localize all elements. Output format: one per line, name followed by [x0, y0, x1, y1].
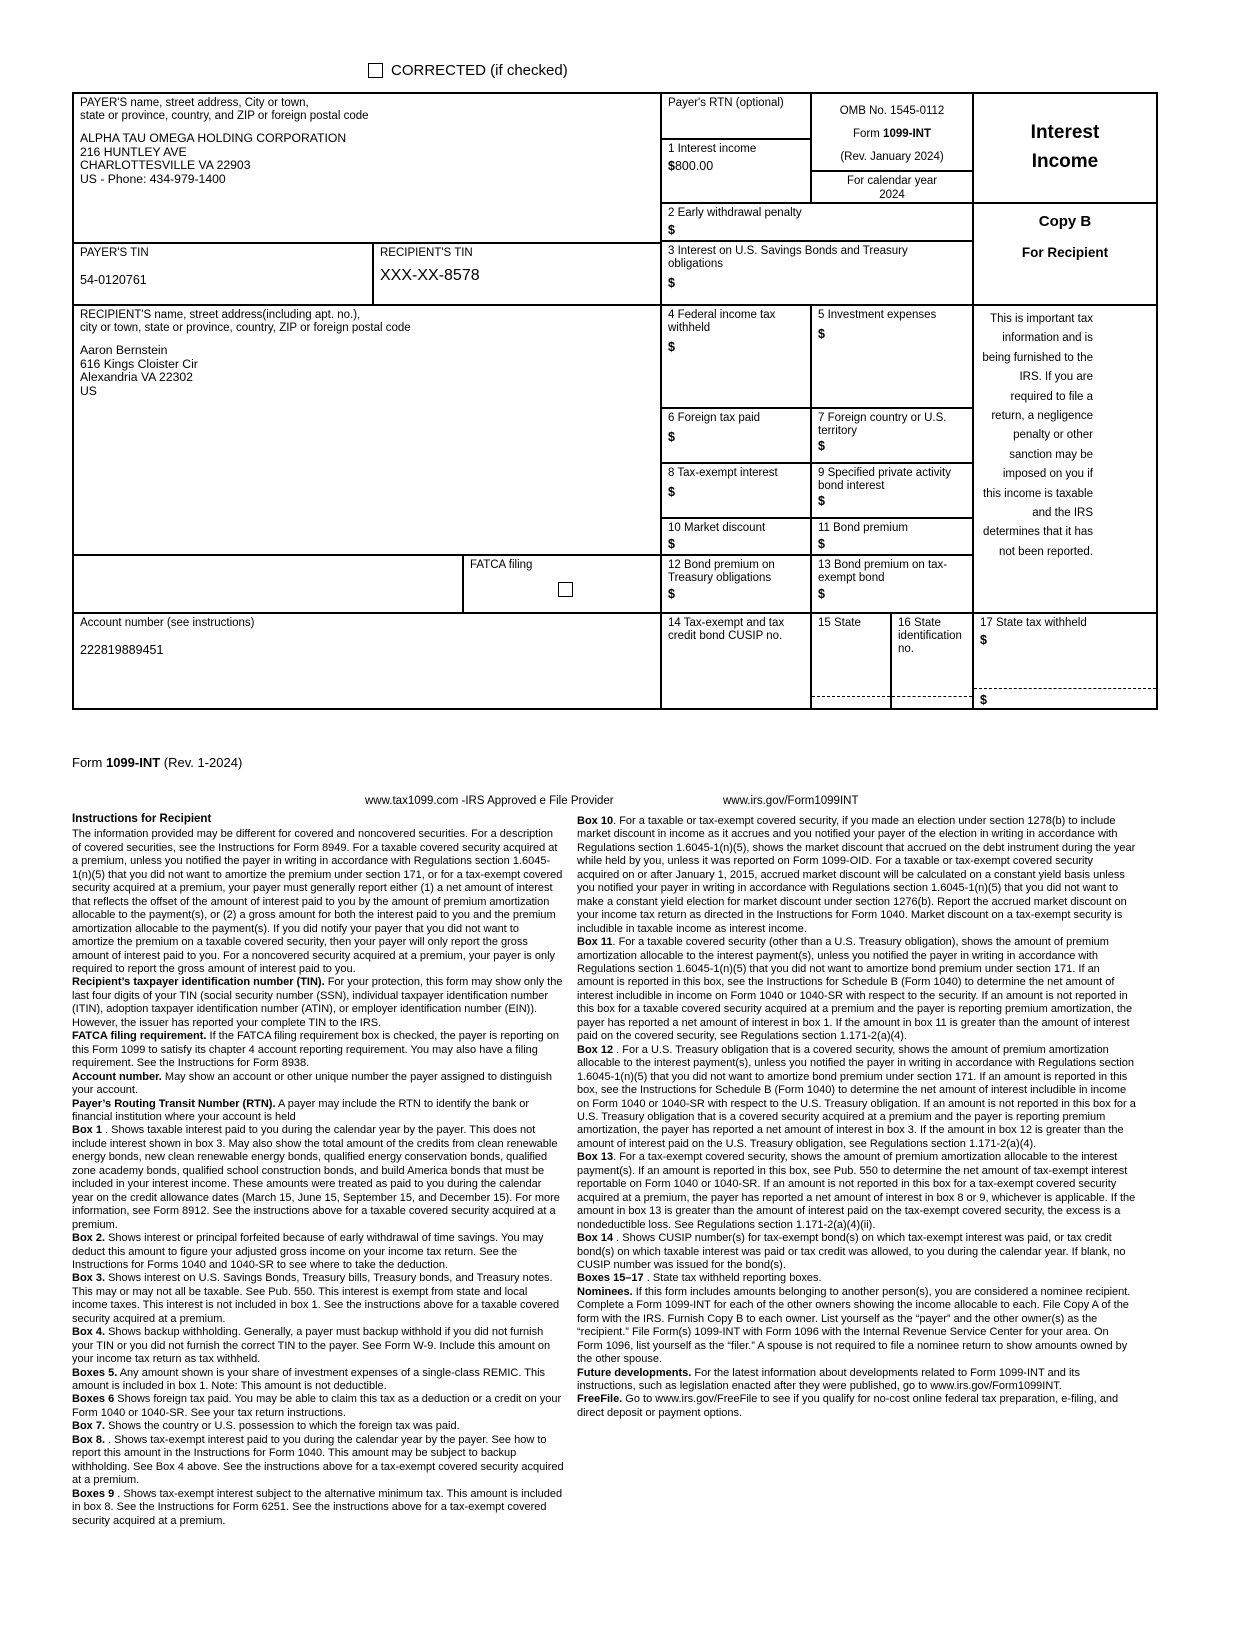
box12-bond-premium-treasury: [662, 556, 812, 614]
instruction-lead: FATCA filing requirement.: [72, 1030, 207, 1043]
instruction-lead: FreeFile.: [577, 1393, 623, 1406]
calendar-year-value: 2024: [879, 189, 905, 201]
instruction-lead: Box 3.: [72, 1272, 106, 1285]
box17-state-tax-withheld: [974, 614, 1156, 708]
instruction-lead: Box 7.: [72, 1420, 106, 1433]
instruction-paragraph: [72, 1393, 564, 1420]
account-number-box: [74, 614, 662, 708]
instruction-lead: Box 4.: [72, 1326, 106, 1339]
instruction-text: . Shows CUSIP number(s) for tax-exempt bond(s) on which tax-exempt interest was paid, or tax credit bond(s) on which taxable interest was paid or tax credit was allowed, to you during the calendar year. If blank, no CUSIP number was issued for the bond(s).: [577, 1232, 1126, 1271]
instruction-text: . State tax withheld reporting boxes.: [643, 1272, 822, 1285]
recipient-tin-label: RECIPIENT'S TIN: [380, 247, 473, 259]
box1-interest-income: [662, 140, 812, 204]
instruction-lead: Boxes 15–17: [577, 1272, 644, 1285]
box13-dollar-sign: $: [818, 587, 825, 601]
instruction-text: . Shows tax-exempt interest subject to the alternative minimum tax. This amount is included in box 8. See the Instructions for Form 6251. See the instructions above for a tax-exempt covered security acquired at a premium.: [72, 1487, 563, 1527]
instruction-text: The information provided may be different for covered and noncovered securities. For a description of covered securities, see the Instructions for Form 8949. For a taxable covered security acquired at a premium, unless you notified the payer in writing in accordance with Regulations section 1.6045-1(n)(5) that you did not want to amortize the premium under section 171, or for a tax-exempt covered security acquired at a premium, your payer must generally report either (1) a net amount of interest that reflects the offset of the amount of interest paid to you by the amount of premium amortization allocable to the payment(s), or (2) a gross amount for both the interest paid to you and the premium amortization allocable to the payment(s). If you did notify your payer that you did not want to amortize the premium on a taxable covered security, then your payer will only report the gross amount of interest paid to you. For a noncovered security acquired at a premium, your payer is only required to report the gross amount of interest paid to you.: [72, 828, 563, 975]
payer-rtn-label: Payer's RTN (optional): [668, 97, 784, 109]
instruction-paragraph: [72, 1367, 564, 1394]
box8-label: 8 Tax-exempt interest: [668, 467, 778, 479]
corrected-label: CORRECTED (if checked): [391, 62, 568, 79]
instruction-paragraph: [72, 1098, 564, 1125]
box15-divider: [812, 696, 890, 697]
form-title: [974, 94, 1156, 176]
instruction-lead: Boxes 9: [72, 1487, 115, 1500]
box8-tax-exempt-interest: [662, 464, 812, 519]
box9-private-activity-bond-interest: [812, 464, 974, 519]
form-word: Form: [853, 128, 880, 140]
account-number-value: 222819889451: [80, 643, 164, 657]
box13-bond-premium-tax-exempt: [812, 556, 974, 614]
instruction-paragraph: [72, 1326, 564, 1366]
box3-dollar-sign: $: [668, 276, 675, 290]
box4-federal-tax-withheld: [662, 306, 812, 409]
instruction-text: . For a tax-exempt covered security, shows the amount of premium amortization allocable to the interest payment(s). If an amount is reported in this box, see Pub. 550 to determine the net amount of tax-exempt interest reportable on Form 1040 or 1040-SR. If an amount is not reported in this box for a tax-exempt covered security acquired at a premium, the payer has reported a net amount of interest in box 8 or 9, whichever is applicable. If the amount in box 13 is greater than the amount of interest paid on the tax-exempt covered security, the excess is a nondeductible loss. See Regulations section 1.171-2(a)(4)(ii).: [577, 1151, 1136, 1231]
fatca-filing-label: FATCA filing: [470, 559, 533, 571]
form-title-line1: Interest: [1030, 122, 1100, 143]
payer-info-box: [74, 94, 662, 244]
fatca-filing-box: [464, 556, 662, 614]
recipient-info-label-2: city or town, state or province, country, ZIP or foreign postal code: [80, 322, 411, 334]
box2-early-withdrawal-penalty: [662, 204, 974, 242]
calendar-year-box: [812, 172, 974, 204]
corrected-header: [368, 62, 568, 79]
box4-label: 4 Federal income tax withheld: [668, 309, 776, 334]
box12-dollar-sign: $: [668, 587, 675, 601]
box11-bond-premium: [812, 519, 974, 556]
recipient-info-box: [74, 306, 662, 556]
instruction-lead: Box 12: [577, 1043, 614, 1056]
payer-address-3: US - Phone: 434-979-1400: [80, 171, 226, 186]
for-recipient-label: For Recipient: [1021, 245, 1109, 260]
instruction-paragraph: [577, 1044, 1137, 1152]
box10-label: 10 Market discount: [668, 522, 766, 534]
box1-label: 1 Interest income: [668, 143, 757, 155]
box2-dollar-sign: $: [668, 223, 675, 237]
recipient-name: Aaron Bernstein: [80, 343, 168, 357]
form-revision: (Rev. January 2024): [840, 151, 944, 163]
instruction-paragraph: [72, 828, 564, 976]
payer-info-label-1: PAYER'S name, street address, City or town,: [80, 97, 309, 109]
box16-divider: [892, 696, 972, 697]
box1-value: 800.00: [674, 159, 714, 173]
instruction-lead: Boxes 6: [72, 1393, 115, 1406]
instructions-title: Instructions for Recipient: [72, 813, 212, 825]
form-number-line: [818, 123, 966, 146]
instruction-paragraph: [72, 1434, 564, 1488]
instruction-paragraph: [577, 1393, 1137, 1420]
instruction-lead: Box 2.: [72, 1232, 106, 1245]
box3-savings-bonds-interest: [662, 242, 974, 306]
recipient-tin-value: XXX-XX-8578: [380, 267, 480, 284]
instruction-lead: Payer’s Routing Transit Number (RTN).: [72, 1097, 276, 1110]
instruction-lead: Box 10: [577, 815, 614, 827]
instruction-paragraph: [72, 1232, 564, 1272]
box13-label: 13 Bond premium on tax-exempt bond: [818, 559, 948, 584]
instruction-text: Go to www.irs.gov/FreeFile to see if you qualify for no-cost online federal tax preparation, e-filing, and direct deposit or payment options.: [577, 1393, 1119, 1419]
instruction-lead: Account number.: [72, 1070, 162, 1083]
box17-label: 17 State tax withheld: [980, 617, 1087, 629]
box15-state: [812, 614, 892, 708]
box11-dollar-sign: $: [818, 537, 825, 551]
instruction-text: For your protection, this form may show only the last four digits of your TIN (social security number (SSN), individual taxpayer identification number (ITIN), adoption taxpayer identification number (ATIN), or employer identification number (EIN)). However, the issuer has reported your complete TIN to the IRS.: [72, 976, 563, 1029]
instruction-text: May show an account or other unique number the payer assigned to distinguish your account.: [72, 1070, 552, 1097]
omb-number: OMB No. 1545-0112: [839, 105, 945, 117]
form-1099-int-grid: [72, 92, 1158, 710]
box15-label: 15 State: [818, 617, 861, 629]
payer-rtn-box: [662, 94, 812, 140]
recipient-tin-box: [374, 244, 662, 306]
instruction-text: Shows foreign tax paid. You may be able to claim this tax as a deduction or a credit on your Form 1040 or 1040-SR. See your tax return instructions.: [72, 1393, 562, 1419]
instruction-text: A payer may include the RTN to identify the bank or financial institution where your account is held: [72, 1097, 530, 1123]
box7-label: 7 Foreign country or U.S. territory: [818, 412, 947, 437]
payer-tin-box: [74, 244, 374, 306]
important-tax-note: This is important tax information and is being furnished to the IRS. If you are required to file a return, a negligence penalty or other sanction may be imposed on you if this income is taxable and the IRS determines that it has not been reported.: [974, 306, 1156, 614]
form-title-line2: Income: [1031, 151, 1099, 172]
box10-market-discount: [662, 519, 812, 556]
instruction-paragraph: [72, 1071, 564, 1098]
box14-cusip-number: [662, 614, 812, 708]
instruction-text: . Shows tax-exempt interest paid to you during the calendar year by the payer. See how to report this amount in the Instructions for Form 1040. This amount may be subject to backup withholding. See Box 4 above. See the instructions above for a tax-exempt covered security acquired at a premium.: [72, 1433, 564, 1487]
instruction-paragraph: [577, 1232, 1137, 1272]
instruction-text: Any amount shown is your share of investment expenses of a single-class REMIC. This amount is included in box 1. Note: This amount is not deductible.: [72, 1366, 546, 1393]
box1-amount: [668, 160, 804, 173]
recipient-address-2: Alexandria VA 22302: [80, 370, 193, 385]
box17-dollar-sign-2: $: [980, 693, 987, 707]
form-number: 1099-INT: [883, 128, 931, 140]
irs-link: www.irs.gov/Form1099INT: [723, 795, 859, 807]
recipient-info-label-1: RECIPIENT'S name, street address(including apt. no.),: [80, 309, 361, 321]
recipient-address-3: US: [80, 383, 97, 398]
omb-box: [812, 94, 974, 172]
instruction-text: Shows interest on U.S. Savings Bonds, Treasury bills, Treasury bonds, and Treasury notes. This may or may not all be taxable. See Pub. 550. This interest is exempt from state and local income taxes. This interest is not included in box 1. See the instructions above for a taxable covered security acquired at a premium.: [72, 1272, 560, 1325]
calendar-year-label: For calendar year: [846, 175, 938, 187]
instruction-text: . For a taxable covered security (other than a U.S. Treasury obligation), shows the amount of premium amortization allocable to the interest payment(s), unless you notified the payer in writing in accordance with Regulations section 1.6045-1(n)(5) that you did not want to amortize bond premium under section 171. If an amount is reported in this box, see the Instructions for Schedule B (Form 1040) to determine the net amount of interest includible in income on Form 1040 or 1040-SR with respect to the security. If an amount is not reported in this box for a taxable covered security acquired at a premium and the payer is reporting premium amortization, the payer has reported a net amount of interest in box 1. If the amount in box 11 is greater than the amount of interest paid on the covered security, see Regulations section 1.171-2(a)(4).: [577, 936, 1133, 1043]
instruction-text: . For a taxable or tax-exempt covered security, if you made an election under section 1278(b) to include market discount in income as it accrues and you notified your payer of the election in writing in accordance with Regulations section 1.6045-1(n)(5), shows the market discount that accrued on the debt instrument during the year while held by you, unless it was reported on Form 1099-OID. For a taxable or tax-exempt covered security acquired on or after January 1, 2015, accrued market discount will be calculated on a constant yield basis unless you notified your payer in writing in accordance with Regulations section 1.6045-1(n)(5) that you did not want to make a constant yield election for market discount under section 1276(b). Report the accrued market discount on your income tax return as directed in the Instructions for Form 1040. Market discount on a tax-exempt security is includible in taxable income as interest income.: [577, 815, 1136, 935]
instruction-text: If this form includes amounts belonging to another person(s), you are considered a nominee recipient. Complete a Form 1099-INT for each of the other owners showing the income allocable to each. File Copy A of the form with the IRS. Furnish Copy B to each owner. List yourself as the “payer” and the other owner(s) as the “recipient.” File Form(s) 1099-INT with Form 1096 with the Internal Revenue Service Center for your area. On Form 1096, list yourself as the “filer.” A spouse is not required to file a nominee return to show amounts owned by the other spouse.: [577, 1285, 1131, 1366]
instruction-paragraph: [577, 936, 1137, 1044]
copy-b-label: Copy B: [1038, 213, 1092, 230]
instruction-lead: Future developments.: [577, 1366, 692, 1379]
box5-investment-expenses: [812, 306, 974, 409]
box17-divider: [974, 688, 1156, 689]
box6-dollar-sign: $: [668, 430, 675, 444]
instruction-lead: Nominees.: [577, 1285, 633, 1298]
instruction-lead: Box 1: [72, 1124, 102, 1137]
footer-form-number: 1099-INT: [105, 755, 161, 770]
instruction-paragraph: [577, 1367, 1137, 1394]
box7-dollar-sign: $: [818, 439, 825, 453]
instruction-text: Shows the country or U.S. possession to which the foreign tax was paid.: [105, 1420, 460, 1433]
box17-dollar-sign-1: $: [980, 633, 987, 647]
instruction-paragraph: [577, 815, 1137, 936]
fatca-checkbox[interactable]: [558, 582, 573, 597]
payer-tin-value: 54-0120761: [80, 273, 147, 287]
box8-dollar-sign: $: [668, 485, 675, 499]
instruction-text: If the FATCA filing requirement box is checked, the payer is reporting on this Form 1099 to satisfy its chapter 4 account reporting requirement. You may also have a filing requirement. See the Instructions for Form 8938.: [72, 1030, 560, 1070]
box4-dollar-sign: $: [668, 340, 675, 354]
box6-label: 6 Foreign tax paid: [668, 412, 761, 424]
instructions-left-column: [72, 813, 564, 1528]
instruction-paragraph: [72, 1488, 564, 1528]
instruction-text: Shows backup withholding. Generally, a payer must backup withhold if you did not furnish your TIN or you did not furnish the correct TIN to the payer. See Form W-9. Include this amount on your income tax return as tax withheld.: [72, 1326, 551, 1366]
instruction-lead: Box 14: [577, 1232, 614, 1245]
instruction-lead: Box 13: [577, 1151, 614, 1164]
box11-label: 11 Bond premium: [818, 522, 908, 534]
box6-foreign-tax-paid: [662, 409, 812, 464]
box9-label: 9 Specified private activity bond interest: [818, 467, 951, 492]
payer-address-1: 216 HUNTLEY AVE: [80, 144, 187, 159]
instruction-paragraph: [577, 1286, 1137, 1367]
instruction-paragraph: [72, 1272, 564, 1326]
box9-dollar-sign: $: [818, 494, 825, 508]
box1-dollar-sign: $: [668, 159, 675, 173]
payer-info-label-2: state or province, country, and ZIP or foreign postal code: [80, 110, 369, 122]
footer-form-revision: (Rev. 1-2024): [163, 755, 243, 770]
instruction-lead: Boxes 5.: [72, 1366, 118, 1379]
copy-box: [974, 204, 1156, 306]
provider-link: www.tax1099.com -IRS Approved e File Provider: [365, 795, 614, 807]
box16-state-id: [892, 614, 974, 708]
box5-label: 5 Investment expenses: [818, 309, 937, 321]
instruction-paragraph: [72, 1420, 564, 1433]
instruction-paragraph: [72, 1124, 564, 1232]
instruction-text: . For a U.S. Treasury obligation that is a covered security, shows the amount of premium amortization allocable to the interest payment(s), unless you notified the payer in writing in accordance with Regulations section 1.6045-1(n)(5) that you did not want to amortize bond premium under section 171. If an amount is reported in this box, see the Instructions for Schedule B (Form 1040) to determine the net amount of interest includible in income on Form 1040 or 1040-SR with respect to the U.S. Treasury obligation. If an amount is not reported in this box for a U.S. Treasury obligation that is a covered security acquired at a premium and the payer is reporting premium amortization, the payer has reported a net amount of interest in box 3. If the amount in box 12 is greater than the amount of interest paid on the U.S. Treasury obligation, see Regulations section 1.171-2(a)(4).: [577, 1043, 1136, 1150]
payer-tin-label: PAYER'S TIN: [80, 247, 149, 259]
box5-dollar-sign: $: [818, 327, 825, 341]
blank-box: [74, 556, 464, 614]
payer-name: ALPHA TAU OMEGA HOLDING CORPORATION: [80, 131, 347, 145]
instruction-paragraph: [72, 976, 564, 1030]
instruction-text: Shows interest or principal forfeited because of early withdrawal of time savings. You may deduct this amount to figure your adjusted gross income on your income tax return. See the Instructions for Forms 1040 and 1040-SR to see where to take the deduction.: [72, 1232, 544, 1271]
instruction-paragraph: [577, 1151, 1137, 1232]
box14-label: 14 Tax-exempt and tax credit bond CUSIP no.: [668, 617, 785, 642]
box3-label: 3 Interest on U.S. Savings Bonds and Treasury obligations: [668, 245, 908, 270]
footer-form-word: Form: [72, 755, 103, 770]
instruction-lead: Box 11: [577, 936, 613, 949]
instruction-lead: Recipient’s taxpayer identification number (TIN).: [72, 976, 325, 989]
instruction-text: . Shows taxable interest paid to you during the calendar year by the payer. This does not include interest shown in box 3. May also show the total amount of the credits from clean renewable energy bonds, new clean renewable energy bonds, qualified energy conservation bonds, qualified zone academy bonds, qualified school construction bonds, and build America bonds that must be included in your interest income. These amounts were treated as paid to you during the calendar year on the credit allowance dates (March 15, June 15, September 15, and December 15). For more information, see Form 8912. See the instructions above for a taxable covered security acquired at a premium.: [72, 1124, 560, 1231]
payer-address-2: CHARLOTTESVILLE VA 22903: [80, 158, 251, 173]
box10-dollar-sign: $: [668, 537, 675, 551]
form-footer: [72, 755, 242, 770]
form-title-box: [974, 94, 1156, 204]
instruction-text: For the latest information about developments related to Form 1099-INT and its instructions, such as legislation enacted after they were published, go to www.irs.gov/Form1099INT.: [577, 1366, 1080, 1393]
instruction-lead: Box 8.: [72, 1433, 106, 1446]
instruction-paragraph: [577, 1272, 1137, 1285]
corrected-checkbox[interactable]: [368, 63, 383, 78]
box12-label: 12 Bond premium on Treasury obligations: [668, 559, 775, 584]
box2-label: 2 Early withdrawal penalty: [668, 207, 802, 219]
instructions-right-column: [577, 815, 1137, 1420]
instruction-paragraph: [72, 1030, 564, 1070]
account-number-label: Account number (see instructions): [80, 617, 255, 629]
box7-foreign-country: [812, 409, 974, 464]
recipient-address-1: 616 Kings Cloister Cir: [80, 356, 198, 371]
box16-label: 16 State identification no.: [898, 617, 962, 655]
